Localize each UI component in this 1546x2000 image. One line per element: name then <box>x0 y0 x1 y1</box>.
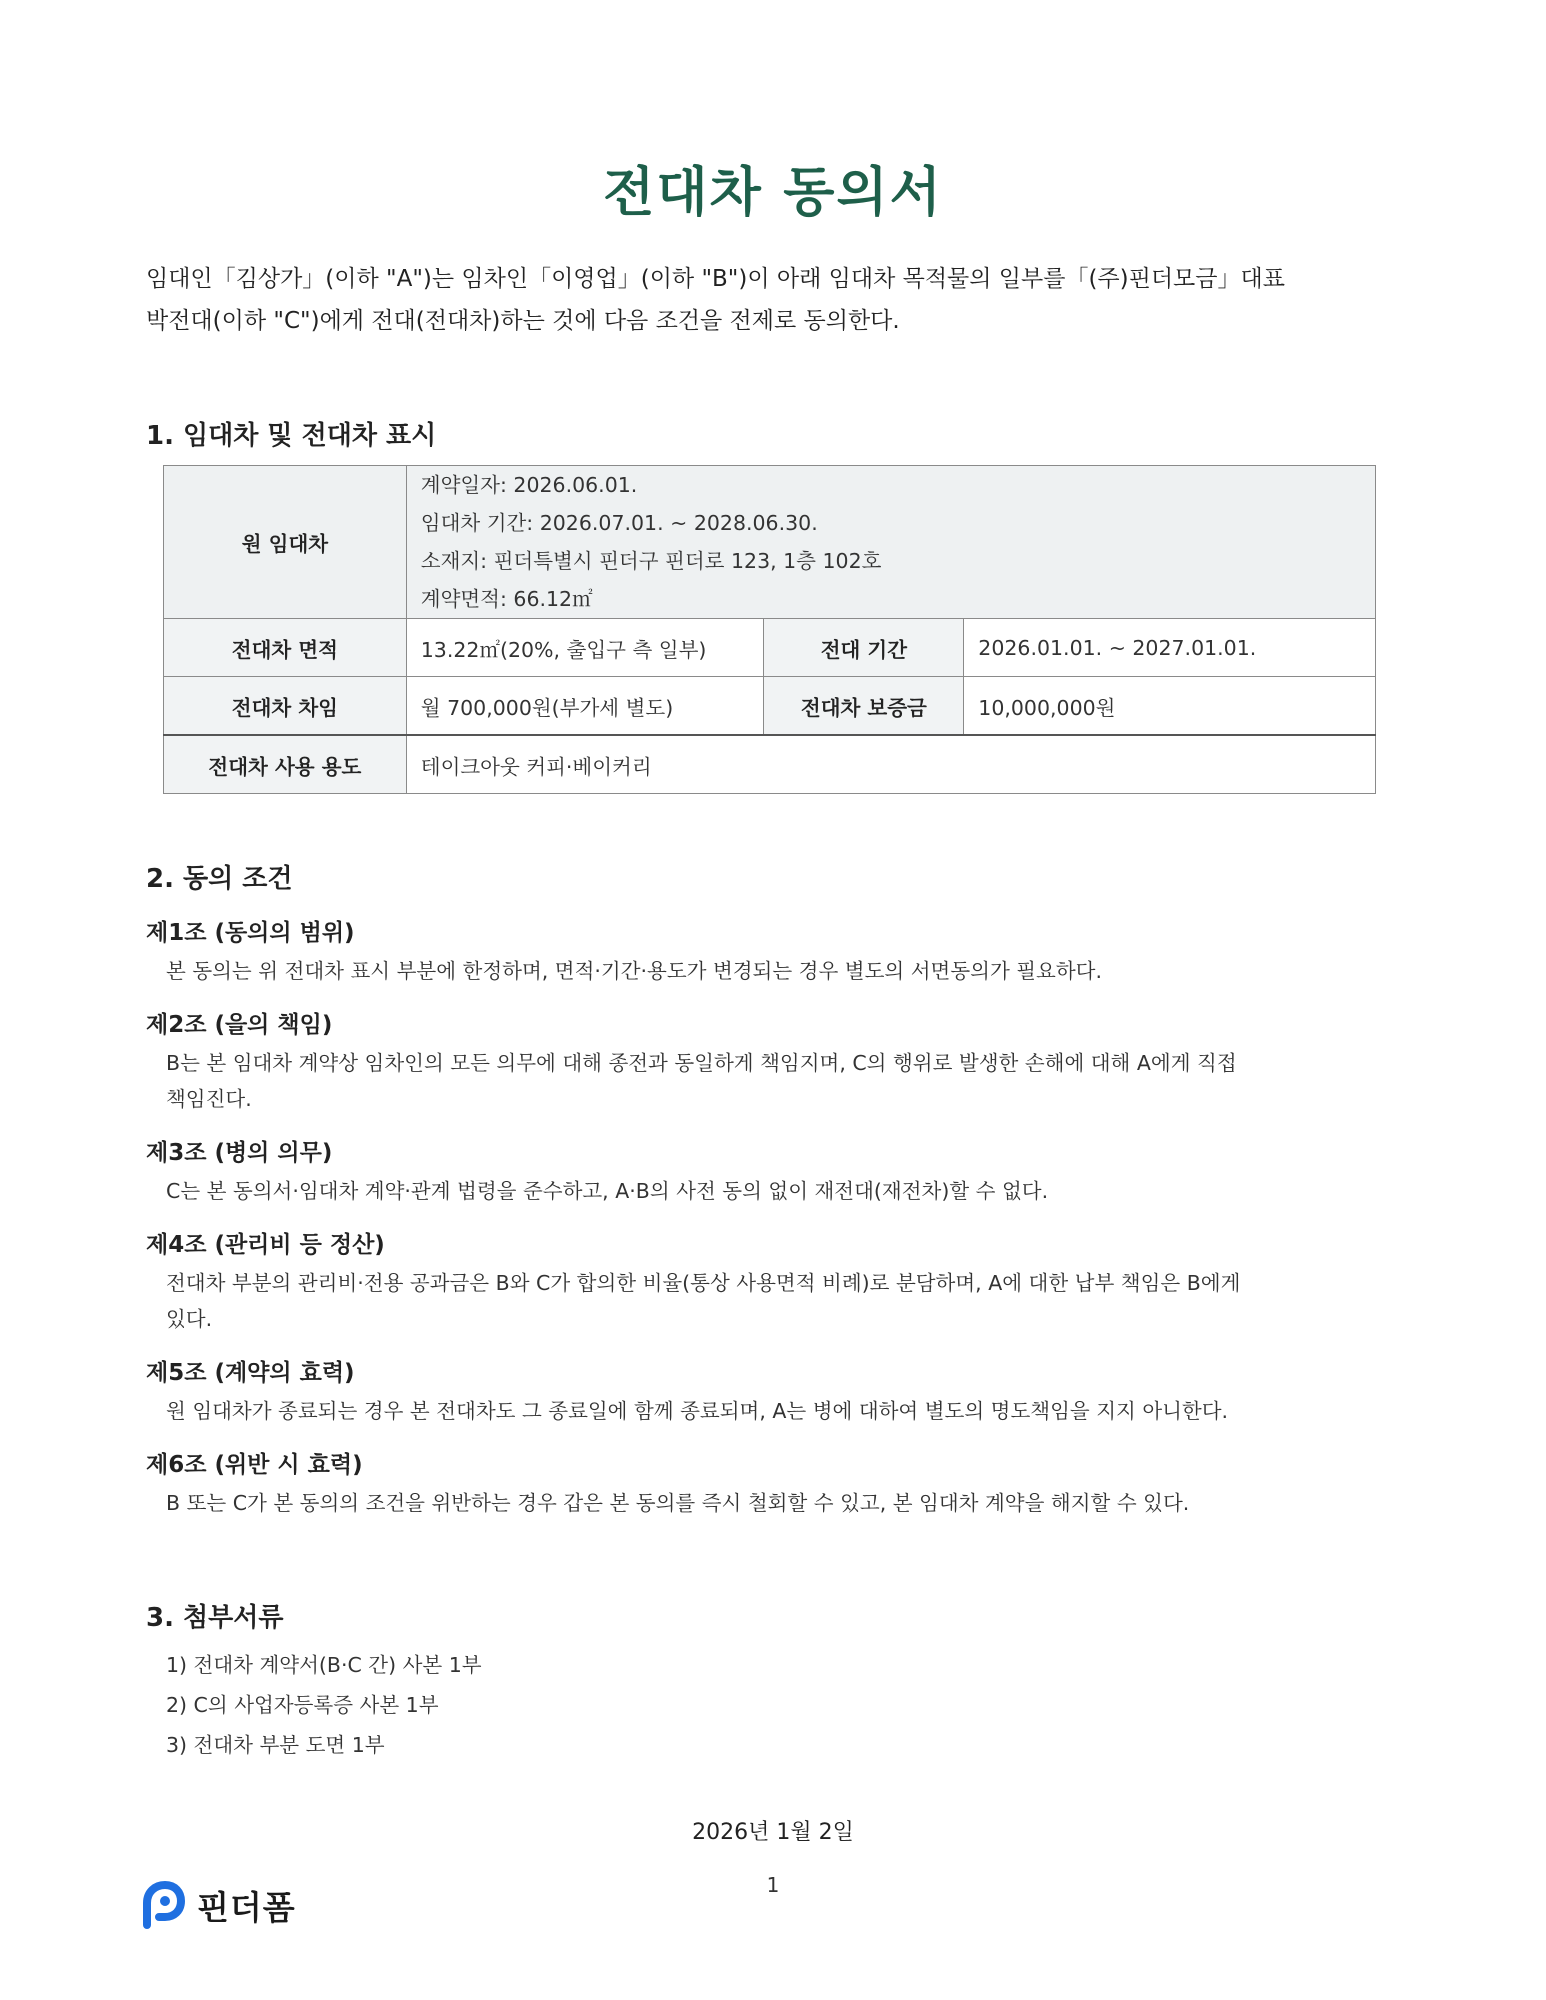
document-title: 전대차 동의서 <box>603 162 943 223</box>
attachment-item: 1) 전대차 계약서(B·C 간) 사본 1부 <box>166 1653 482 1677</box>
article-1-title: 제1조 (동의의 범위) <box>146 920 355 946</box>
original-lease-line: 계약면적: 66.12㎡ <box>420 587 593 611</box>
article-6-body <box>166 1485 1396 1521</box>
sublease-deposit-value: 10,000,000원 <box>964 677 1376 736</box>
lease-info-table <box>163 465 1376 794</box>
document-date: 2026년 1월 2일 <box>692 1820 854 1845</box>
brand-logo <box>141 1880 296 1930</box>
original-lease-line: 소재지: 핀더특별시 핀더구 핀더로 123, 1층 102호 <box>420 549 882 573</box>
article-4-body <box>166 1265 1396 1337</box>
sublease-rent-label: 전대차 차임 <box>164 677 407 736</box>
sublease-rent-value: 월 700,000원(부가세 별도) <box>406 677 764 736</box>
article-3-title: 제3조 (병의 의무) <box>146 1140 333 1166</box>
article-2-title: 제2조 (을의 책임) <box>146 1012 333 1038</box>
attachment-item: 2) C의 사업자등록증 사본 1부 <box>166 1693 439 1717</box>
sublease-deposit-label: 전대차 보증금 <box>764 677 964 736</box>
pinderform-logo-icon <box>141 1881 185 1929</box>
sublease-use-label: 전대차 사용 용도 <box>164 735 407 794</box>
article-line: 전대차 부분의 관리비·전용 공과금은 B와 C가 합의한 비율(통상 사용면적 비례)로 분담하며, A에 대한 납부 책임은 B에게 <box>166 1271 1241 1295</box>
intro-paragraph <box>146 258 1400 342</box>
sublease-area-value: 13.22㎡(20%, 출입구 측 일부) <box>406 619 764 677</box>
intro-line: 박전대(이하 "C")에게 전대(전대차)하는 것에 다음 조건을 전제로 동의한다. <box>146 308 900 334</box>
article-3-body <box>166 1173 1396 1209</box>
section-2-heading: 2. 동의 조건 <box>146 864 293 894</box>
article-line: B 또는 C가 본 동의의 조건을 위반하는 경우 갑은 본 동의를 즉시 철회할 수 있고, 본 임대차 계약을 해지할 수 있다. <box>166 1491 1190 1515</box>
brand-logo-text: 핀더폼 <box>197 1887 296 1927</box>
article-4-title: 제4조 (관리비 등 정산) <box>146 1232 385 1258</box>
article-1-body <box>166 953 1396 989</box>
article-line: B는 본 임대차 계약상 임차인의 모든 의무에 대해 종전과 동일하게 책임지며, C의 행위로 발생한 손해에 대해 A에게 직접 <box>166 1051 1237 1075</box>
original-lease-details <box>406 466 1375 619</box>
section-1-heading: 1. 임대차 및 전대차 표시 <box>146 421 437 451</box>
sublease-period-label: 전대 기간 <box>764 619 964 677</box>
original-lease-line: 임대차 기간: 2026.07.01. ~ 2028.06.30. <box>420 511 818 535</box>
original-lease-line: 계약일자: 2026.06.01. <box>420 473 638 497</box>
sublease-area-label: 전대차 면적 <box>164 619 407 677</box>
attachments-list <box>166 1645 482 1765</box>
article-line: 책임진다. <box>166 1087 252 1111</box>
original-lease-label: 원 임대차 <box>164 466 407 619</box>
section-3-heading: 3. 첨부서류 <box>146 1603 284 1633</box>
intro-line: 임대인「김상가」(이하 "A")는 임차인「이영업」(이하 "B")이 아래 임대차 목적물의 일부를「(주)핀더모금」대표 <box>146 266 1285 292</box>
article-5-body <box>166 1393 1396 1429</box>
sublease-use-value: 테이크아웃 커피·베이커리 <box>406 735 1375 794</box>
sublease-period-value: 2026.01.01. ~ 2027.01.01. <box>964 619 1376 677</box>
article-line: 원 임대차가 종료되는 경우 본 전대차도 그 종료일에 함께 종료되며, A는 병에 대하여 별도의 명도책임을 지지 아니한다. <box>166 1399 1229 1423</box>
article-5-title: 제5조 (계약의 효력) <box>146 1360 355 1386</box>
article-line: 있다. <box>166 1307 213 1331</box>
article-2-body <box>166 1045 1396 1117</box>
article-6-title: 제6조 (위반 시 효력) <box>146 1452 363 1478</box>
article-line: C는 본 동의서·임대차 계약·관계 법령을 준수하고, A·B의 사전 동의 없이 재전대(재전차)할 수 없다. <box>166 1179 1049 1203</box>
attachment-item: 3) 전대차 부분 도면 1부 <box>166 1733 385 1757</box>
page-number: 1 <box>766 1873 780 1897</box>
article-line: 본 동의는 위 전대차 표시 부분에 한정하며, 면적·기간·용도가 변경되는 경우 별도의 서면동의가 필요하다. <box>166 959 1102 983</box>
